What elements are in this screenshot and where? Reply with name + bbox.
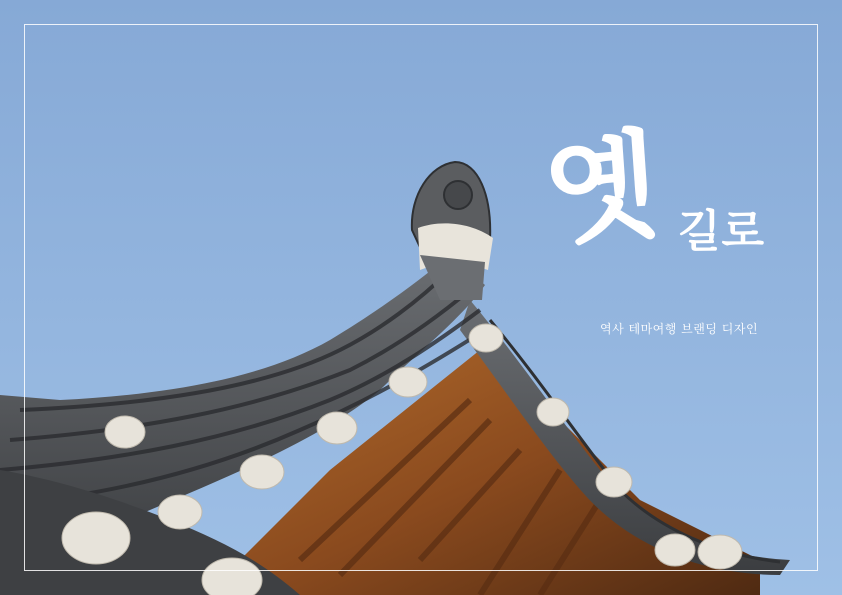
- ridge-ornament-flower: [444, 181, 472, 209]
- title-main: 옛: [540, 116, 662, 262]
- subtitle: 역사 테마여행 브랜딩 디자인: [600, 322, 759, 336]
- title-sub: 길로: [678, 206, 766, 257]
